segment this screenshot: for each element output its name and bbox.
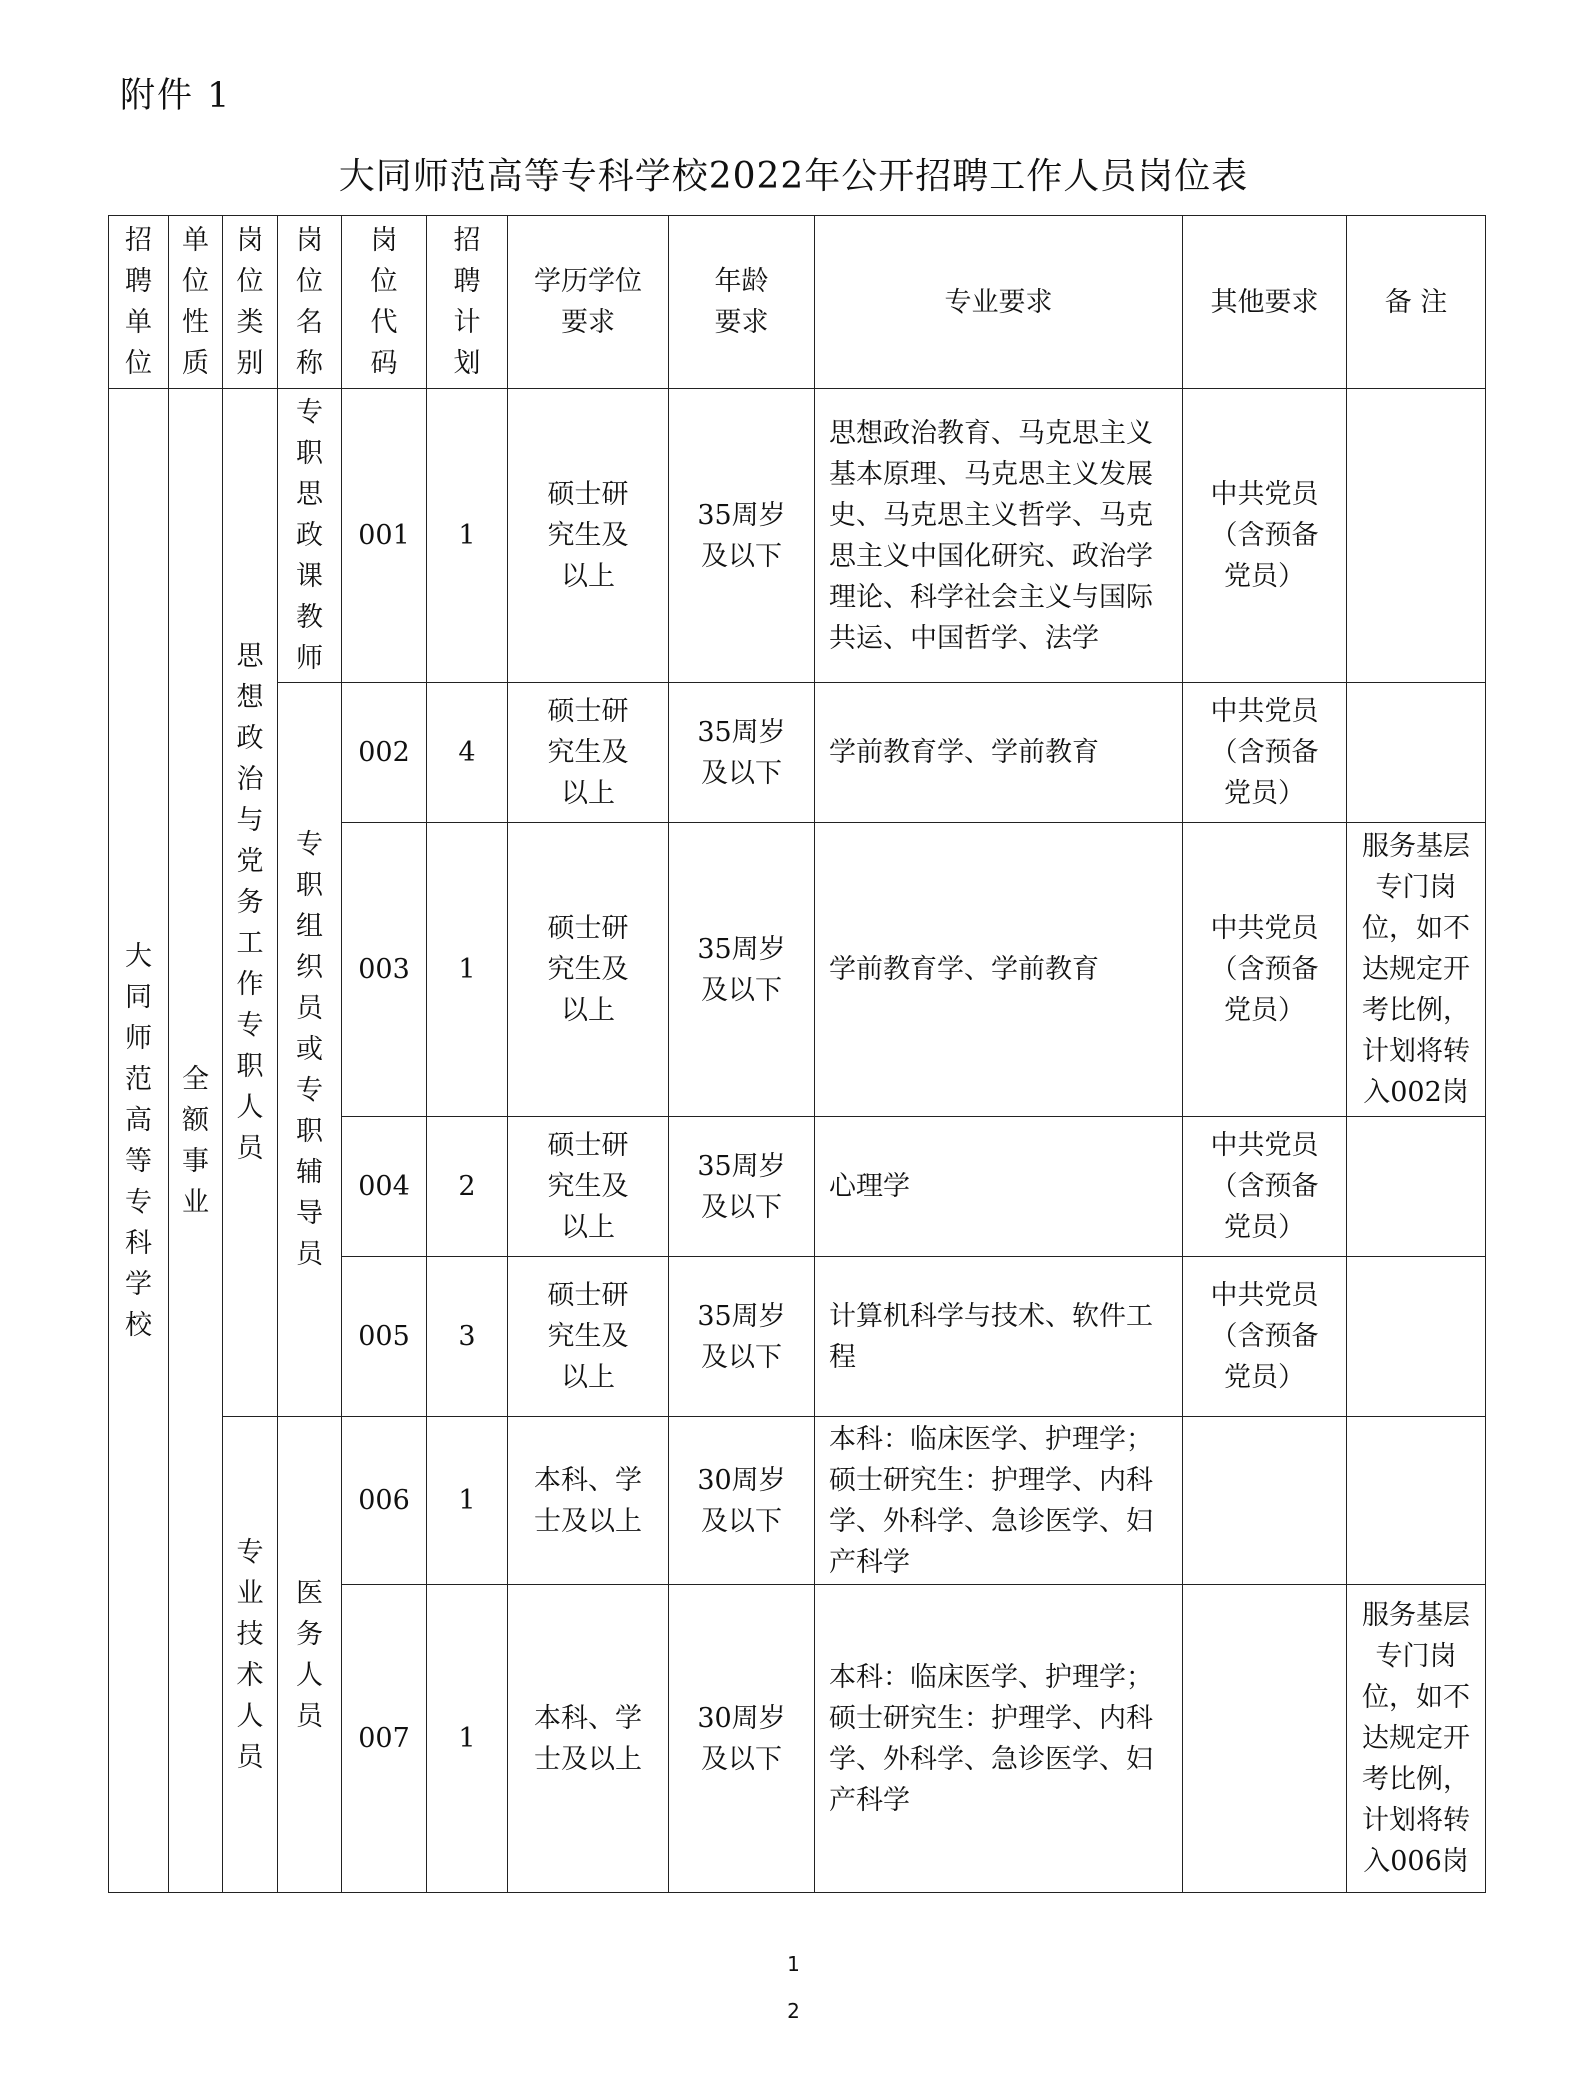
age-cell: 35周岁及以下 [669, 823, 815, 1117]
header-note: 备 注 [1347, 216, 1486, 389]
name-cell-3: 医务人员 [278, 1417, 342, 1893]
name-cell-1: 专职思政课教师 [278, 389, 342, 683]
education-cell: 硕士研究生及以上 [508, 683, 669, 823]
header-major: 专业要求 [815, 216, 1183, 389]
age-cell: 30周岁及以下 [669, 1585, 815, 1893]
plan-cell: 2 [427, 1117, 508, 1257]
table-row [109, 1417, 1486, 1585]
major-cell: 本科：临床医学、护理学；硕士研究生：护理学、内科学、外科学、急诊医学、妇产科学 [815, 1417, 1183, 1585]
other-cell [1183, 1417, 1347, 1585]
header-unit: 招聘单位 [109, 216, 169, 389]
other-cell: 中共党员（含预备党员） [1183, 683, 1347, 823]
code-cell: 003 [342, 823, 427, 1117]
major-cell: 学前教育学、学前教育 [815, 823, 1183, 1117]
page-number-2: 2 [787, 1999, 800, 2023]
attachment-label: 附件 1 [120, 76, 232, 116]
age-cell: 35周岁及以下 [669, 683, 815, 823]
code-cell: 004 [342, 1117, 427, 1257]
header-category: 岗位类别 [223, 216, 278, 389]
plan-cell: 1 [427, 389, 508, 683]
unit-cell: 大同师范高等专科学校 [109, 389, 169, 1893]
name-cell-2: 专职组织员或专职辅导员 [278, 683, 342, 1417]
code-cell: 002 [342, 683, 427, 823]
plan-cell: 4 [427, 683, 508, 823]
note-cell [1347, 683, 1486, 823]
note-cell: 服务基层专门岗位，如不达规定开考比例，计划将转入002岗 [1347, 823, 1486, 1117]
age-cell: 35周岁及以下 [669, 389, 815, 683]
age-cell: 35周岁及以下 [669, 1257, 815, 1417]
other-cell: 中共党员（含预备党员） [1183, 823, 1347, 1117]
age-cell: 30周岁及以下 [669, 1417, 815, 1585]
education-cell: 硕士研究生及以上 [508, 1257, 669, 1417]
page-title: 大同师范高等专科学校2022年公开招聘工作人员岗位表 [338, 156, 1249, 197]
code-cell: 001 [342, 389, 427, 683]
header-plan: 招聘计划 [427, 216, 508, 389]
education-cell: 本科、学士及以上 [508, 1585, 669, 1893]
header-name: 岗位名称 [278, 216, 342, 389]
header-row [109, 216, 1486, 389]
positions-table [108, 215, 1486, 1893]
note-cell [1347, 1117, 1486, 1257]
other-cell: 中共党员（含预备党员） [1183, 1117, 1347, 1257]
note-cell [1347, 1417, 1486, 1585]
table-row [109, 683, 1486, 823]
category-cell-2: 专业技术人员 [223, 1417, 278, 1893]
plan-cell: 1 [427, 823, 508, 1117]
note-cell [1347, 389, 1486, 683]
other-cell [1183, 1585, 1347, 1893]
education-cell: 硕士研究生及以上 [508, 1117, 669, 1257]
page-number-1: 1 [787, 1952, 800, 1976]
header-nature: 单位性质 [169, 216, 223, 389]
category-cell-1: 思想政治与党务工作专职人员 [223, 389, 278, 1417]
education-cell: 硕士研究生及以上 [508, 389, 669, 683]
age-cell: 35周岁及以下 [669, 1117, 815, 1257]
code-cell: 005 [342, 1257, 427, 1417]
code-cell: 006 [342, 1417, 427, 1585]
table-row [109, 389, 1486, 683]
education-cell: 硕士研究生及以上 [508, 823, 669, 1117]
major-cell: 学前教育学、学前教育 [815, 683, 1183, 823]
note-cell: 服务基层专门岗位，如不达规定开考比例，计划将转入006岗 [1347, 1585, 1486, 1893]
plan-cell: 1 [427, 1585, 508, 1893]
major-cell: 心理学 [815, 1117, 1183, 1257]
header-age: 年龄要求 [669, 216, 815, 389]
major-cell: 计算机科学与技术、软件工程 [815, 1257, 1183, 1417]
plan-cell: 3 [427, 1257, 508, 1417]
major-cell: 本科：临床医学、护理学；硕士研究生：护理学、内科学、外科学、急诊医学、妇产科学 [815, 1585, 1183, 1893]
nature-cell: 全额事业 [169, 389, 223, 1893]
other-cell: 中共党员（含预备党员） [1183, 389, 1347, 683]
major-cell: 思想政治教育、马克思主义基本原理、马克思主义发展史、马克思主义哲学、马克思主义中国化研究、政治学理论、科学社会主义与国际共运、中国哲学、法学 [815, 389, 1183, 683]
header-education: 学历学位要求 [508, 216, 669, 389]
code-cell: 007 [342, 1585, 427, 1893]
plan-cell: 1 [427, 1417, 508, 1585]
note-cell [1347, 1257, 1486, 1417]
header-code: 岗位代码 [342, 216, 427, 389]
education-cell: 本科、学士及以上 [508, 1417, 669, 1585]
header-other: 其他要求 [1183, 216, 1347, 389]
other-cell: 中共党员（含预备党员） [1183, 1257, 1347, 1417]
